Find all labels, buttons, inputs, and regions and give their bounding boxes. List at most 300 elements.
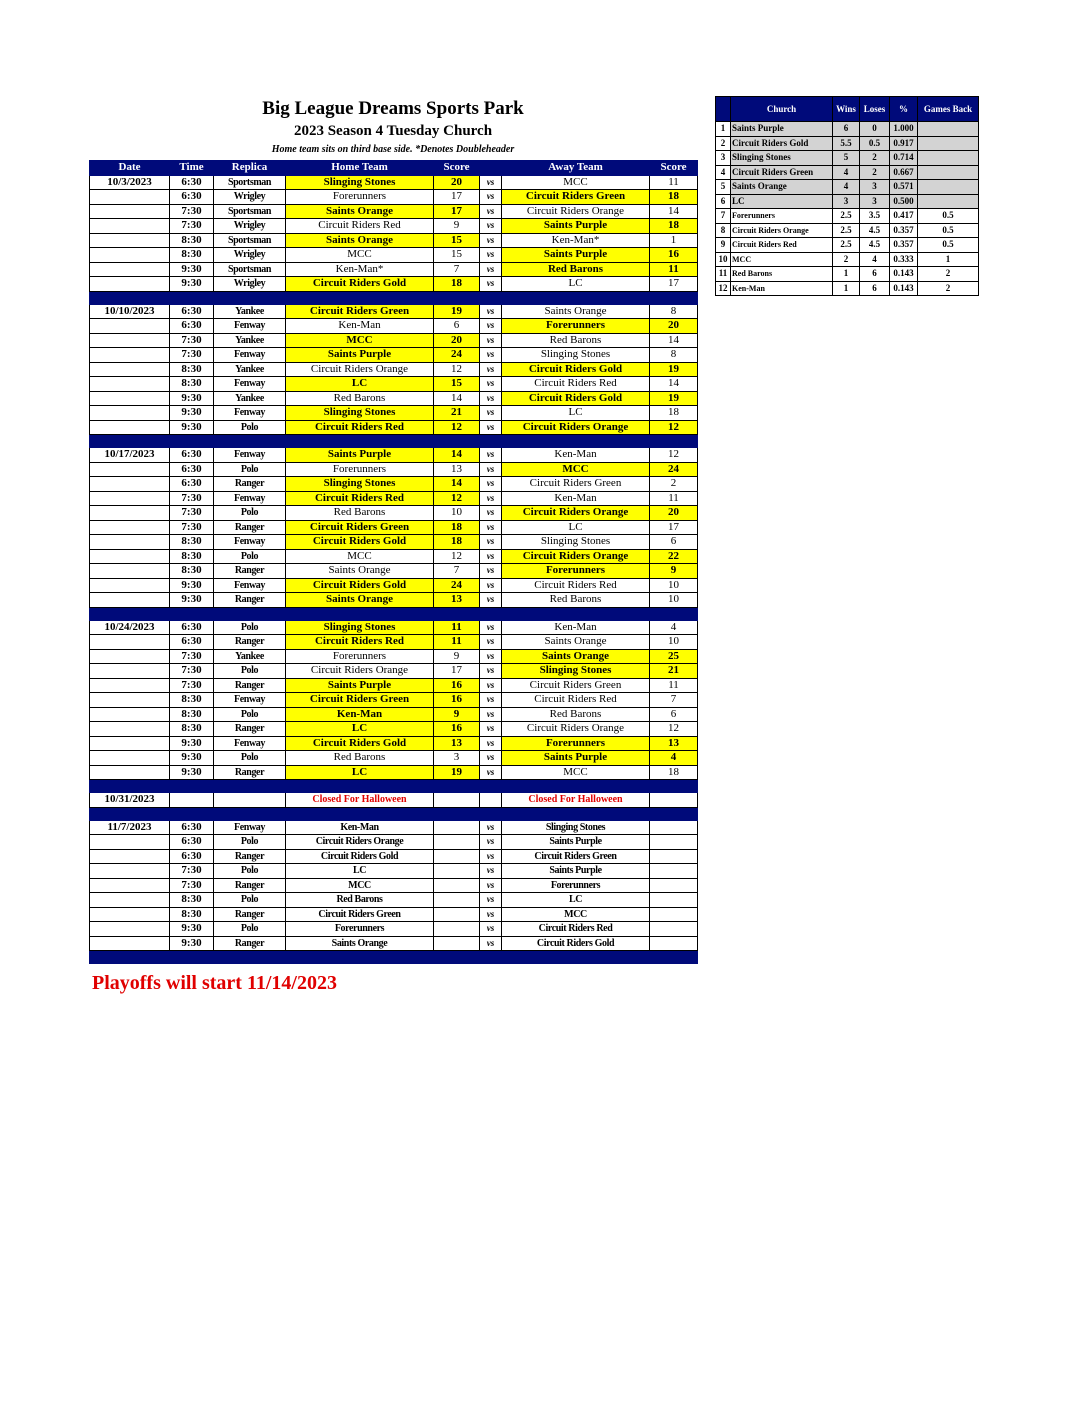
game-date	[90, 649, 170, 664]
team-rank: 8	[716, 223, 731, 238]
vs-label: vs	[480, 736, 502, 751]
separator-cell	[650, 807, 698, 820]
game-date	[90, 564, 170, 579]
away-score	[650, 922, 698, 937]
team-games-back: 0.5	[918, 238, 979, 253]
home-score	[434, 849, 480, 864]
separator-cell	[650, 951, 698, 964]
separator-cell	[434, 780, 480, 793]
home-score: 20	[434, 333, 480, 348]
away-team: Circuit Riders Red	[502, 578, 650, 593]
game-row	[90, 878, 698, 893]
game-time: 8:30	[170, 248, 214, 263]
team-name: Saints Orange	[731, 180, 833, 195]
home-score: 17	[434, 204, 480, 219]
away-score: 13	[650, 736, 698, 751]
vs-label: vs	[480, 233, 502, 248]
home-score: 17	[434, 664, 480, 679]
col-away-score-header: Score	[650, 161, 698, 176]
team-rank: 3	[716, 151, 731, 166]
game-time: 8:30	[170, 693, 214, 708]
game-date	[90, 248, 170, 263]
game-date	[90, 878, 170, 893]
home-team: Slinging Stones	[286, 620, 434, 635]
page-subtitle: 2023 Season 4 Tuesday Church	[293, 123, 493, 139]
home-score: 14	[434, 477, 480, 492]
home-score: 15	[434, 233, 480, 248]
game-row	[90, 491, 698, 506]
away-team: MCC	[502, 175, 650, 190]
vs-label: vs	[480, 477, 502, 492]
game-field: Ranger	[214, 849, 286, 864]
game-time: 8:30	[170, 707, 214, 722]
away-score	[650, 878, 698, 893]
away-score: 22	[650, 549, 698, 564]
home-team: Ken-Man	[286, 319, 434, 334]
separator-cell	[502, 435, 650, 448]
game-date	[90, 635, 170, 650]
away-team: Circuit Riders Orange	[502, 204, 650, 219]
game-date: 10/10/2023	[90, 304, 170, 319]
game-date	[90, 693, 170, 708]
game-date	[90, 319, 170, 334]
game-time: 8:30	[170, 362, 214, 377]
away-score: 25	[650, 649, 698, 664]
week-separator-row	[90, 951, 698, 964]
game-time: 8:30	[170, 564, 214, 579]
vs-label: vs	[480, 219, 502, 234]
separator-cell	[170, 780, 214, 793]
home-team: LC	[286, 864, 434, 879]
vs-label: vs	[480, 635, 502, 650]
home-score: 15	[434, 248, 480, 263]
vs-label: vs	[480, 406, 502, 421]
team-name: Circuit Riders Green	[731, 165, 833, 180]
home-team: Circuit Riders Gold	[286, 578, 434, 593]
game-time: 6:30	[170, 319, 214, 334]
standings-row	[716, 252, 979, 267]
game-row	[90, 448, 698, 463]
game-time: 6:30	[170, 635, 214, 650]
away-score: 10	[650, 578, 698, 593]
vs-label: vs	[480, 835, 502, 850]
team-pct: 0.714	[890, 151, 918, 166]
game-time: 7:30	[170, 864, 214, 879]
game-time: 8:30	[170, 377, 214, 392]
home-score: 12	[434, 491, 480, 506]
team-games-back: 0.5	[918, 209, 979, 224]
home-team: Circuit Riders Red	[286, 219, 434, 234]
separator-cell	[170, 951, 214, 964]
team-losses: 3	[860, 194, 890, 209]
game-time: 6:30	[170, 304, 214, 319]
away-team: Saints Orange	[502, 649, 650, 664]
away-score: 11	[650, 491, 698, 506]
game-date: 10/17/2023	[90, 448, 170, 463]
separator-cell	[650, 780, 698, 793]
vs-label: vs	[480, 333, 502, 348]
away-team: Slinging Stones	[502, 820, 650, 835]
away-team: Red Barons	[502, 333, 650, 348]
team-wins: 5	[833, 151, 860, 166]
home-score: 24	[434, 578, 480, 593]
home-team: Circuit Riders Green	[286, 520, 434, 535]
team-pct: 0.417	[890, 209, 918, 224]
game-row	[90, 175, 698, 190]
away-score: 17	[650, 520, 698, 535]
vs-label: vs	[480, 893, 502, 908]
game-field: Fenway	[214, 535, 286, 550]
game-time: 9:30	[170, 765, 214, 780]
game-row	[90, 751, 698, 766]
home-score: 7	[434, 564, 480, 579]
home-score: 16	[434, 678, 480, 693]
game-row	[90, 678, 698, 693]
week-separator-row	[90, 607, 698, 620]
away-score: 14	[650, 333, 698, 348]
team-losses: 0	[860, 122, 890, 137]
game-field	[214, 793, 286, 808]
separator-cell	[170, 435, 214, 448]
game-row	[90, 248, 698, 263]
col-vs-header	[480, 161, 502, 176]
home-team: Circuit Riders Red	[286, 491, 434, 506]
team-games-back	[918, 194, 979, 209]
game-row	[90, 462, 698, 477]
team-name: Red Barons	[731, 267, 833, 282]
game-field: Wrigley	[214, 219, 286, 234]
col-home-score-header: Score	[434, 161, 480, 176]
game-date	[90, 864, 170, 879]
home-team: Circuit Riders Red	[286, 420, 434, 435]
away-team: Closed For Halloween	[502, 793, 650, 808]
schedule-table	[89, 160, 698, 964]
game-field: Polo	[214, 664, 286, 679]
game-date	[90, 549, 170, 564]
game-date	[90, 664, 170, 679]
home-team: MCC	[286, 333, 434, 348]
team-losses: 3.5	[860, 209, 890, 224]
away-team: Circuit Riders Green	[502, 849, 650, 864]
game-date	[90, 348, 170, 363]
vs-label: vs	[480, 678, 502, 693]
home-team: Circuit Riders Gold	[286, 849, 434, 864]
standings-row	[716, 180, 979, 195]
game-time: 7:30	[170, 333, 214, 348]
away-score	[650, 820, 698, 835]
home-score: 24	[434, 348, 480, 363]
game-field: Fenway	[214, 693, 286, 708]
team-losses: 4.5	[860, 238, 890, 253]
away-score: 14	[650, 204, 698, 219]
game-date: 10/24/2023	[90, 620, 170, 635]
team-losses: 4	[860, 252, 890, 267]
game-field: Ranger	[214, 765, 286, 780]
away-team: Circuit Riders Green	[502, 190, 650, 205]
vs-label: vs	[480, 907, 502, 922]
game-date	[90, 520, 170, 535]
vs-label: vs	[480, 593, 502, 608]
vs-label: vs	[480, 564, 502, 579]
team-wins: 1	[833, 267, 860, 282]
team-pct: 0.917	[890, 136, 918, 151]
team-losses: 2	[860, 151, 890, 166]
away-team: Forerunners	[502, 736, 650, 751]
separator-cell	[434, 951, 480, 964]
game-date	[90, 190, 170, 205]
away-team: Ken-Man	[502, 620, 650, 635]
away-team: LC	[502, 406, 650, 421]
game-row	[90, 277, 698, 292]
standings-table	[715, 96, 979, 296]
game-field: Ranger	[214, 564, 286, 579]
away-team: Saints Purple	[502, 835, 650, 850]
away-team: Slinging Stones	[502, 664, 650, 679]
week-separator-row	[90, 435, 698, 448]
separator-cell	[90, 291, 170, 304]
home-team: LC	[286, 722, 434, 737]
separator-cell	[480, 951, 502, 964]
home-team: Forerunners	[286, 462, 434, 477]
away-score: 12	[650, 722, 698, 737]
game-date	[90, 678, 170, 693]
standings-row	[716, 209, 979, 224]
home-score: 6	[434, 319, 480, 334]
game-date	[90, 491, 170, 506]
standings-row	[716, 281, 979, 296]
game-date	[90, 936, 170, 951]
game-row	[90, 922, 698, 937]
game-row	[90, 835, 698, 850]
team-pct: 0.357	[890, 223, 918, 238]
home-team: Circuit Riders Gold	[286, 277, 434, 292]
away-score	[650, 936, 698, 951]
game-field: Ranger	[214, 907, 286, 922]
game-date	[90, 849, 170, 864]
game-row	[90, 391, 698, 406]
home-team: Saints Orange	[286, 936, 434, 951]
vs-label: vs	[480, 693, 502, 708]
team-wins: 4	[833, 165, 860, 180]
away-score	[650, 907, 698, 922]
game-date	[90, 765, 170, 780]
separator-cell	[650, 291, 698, 304]
team-name: Circuit Riders Red	[731, 238, 833, 253]
team-wins: 5.5	[833, 136, 860, 151]
vs-label: vs	[480, 620, 502, 635]
game-row	[90, 406, 698, 421]
game-row	[90, 262, 698, 277]
game-time: 7:30	[170, 348, 214, 363]
home-team: Red Barons	[286, 391, 434, 406]
away-team: Circuit Riders Red	[502, 377, 650, 392]
separator-cell	[480, 291, 502, 304]
away-team: Circuit Riders Green	[502, 477, 650, 492]
home-score: 18	[434, 277, 480, 292]
col-replica-header: Replica	[214, 161, 286, 176]
separator-cell	[214, 291, 286, 304]
game-field: Fenway	[214, 491, 286, 506]
game-field: Wrigley	[214, 277, 286, 292]
home-score: 11	[434, 635, 480, 650]
team-rank: 12	[716, 281, 731, 296]
game-row	[90, 635, 698, 650]
home-score: 10	[434, 506, 480, 521]
standings-row	[716, 238, 979, 253]
game-row	[90, 793, 698, 808]
away-score: 11	[650, 678, 698, 693]
away-score: 16	[650, 248, 698, 263]
game-time: 9:30	[170, 406, 214, 421]
separator-cell	[502, 780, 650, 793]
standings-row	[716, 267, 979, 282]
separator-cell	[650, 435, 698, 448]
team-losses: 2	[860, 165, 890, 180]
game-row	[90, 477, 698, 492]
separator-cell	[502, 951, 650, 964]
game-field: Ranger	[214, 477, 286, 492]
separator-cell	[286, 780, 434, 793]
away-team: Circuit Riders Orange	[502, 549, 650, 564]
home-team: Circuit Riders Green	[286, 907, 434, 922]
separator-cell	[286, 607, 434, 620]
home-team: Circuit Riders Orange	[286, 362, 434, 377]
team-wins: 2.5	[833, 209, 860, 224]
vs-label: vs	[480, 722, 502, 737]
home-team: Slinging Stones	[286, 175, 434, 190]
game-row	[90, 304, 698, 319]
team-rank: 9	[716, 238, 731, 253]
game-row	[90, 362, 698, 377]
game-field: Yankee	[214, 391, 286, 406]
game-field: Ranger	[214, 722, 286, 737]
team-rank: 10	[716, 252, 731, 267]
game-time: 8:30	[170, 907, 214, 922]
team-name: Ken-Man	[731, 281, 833, 296]
team-games-back: 2	[918, 281, 979, 296]
game-date	[90, 462, 170, 477]
game-time: 6:30	[170, 175, 214, 190]
separator-cell	[286, 291, 434, 304]
game-time: 7:30	[170, 491, 214, 506]
team-games-back: 1	[918, 252, 979, 267]
game-time: 8:30	[170, 549, 214, 564]
playoffs-notice: Playoffs will start 11/14/2023	[92, 972, 337, 994]
away-score: 8	[650, 304, 698, 319]
game-time: 8:30	[170, 722, 214, 737]
away-score: 7	[650, 693, 698, 708]
game-date	[90, 893, 170, 908]
game-row	[90, 893, 698, 908]
game-row	[90, 649, 698, 664]
vs-label: vs	[480, 820, 502, 835]
away-score: 9	[650, 564, 698, 579]
game-field: Ranger	[214, 878, 286, 893]
separator-cell	[170, 291, 214, 304]
away-team: Red Barons	[502, 262, 650, 277]
away-team: Saints Purple	[502, 219, 650, 234]
game-field: Fenway	[214, 578, 286, 593]
team-pct: 0.500	[890, 194, 918, 209]
game-row	[90, 736, 698, 751]
game-time: 9:30	[170, 751, 214, 766]
away-score	[650, 893, 698, 908]
header-note: Home team sits on third base side. *Denotes Doubleheader	[271, 144, 515, 155]
away-team: Saints Purple	[502, 248, 650, 263]
team-pct: 0.143	[890, 281, 918, 296]
home-team: LC	[286, 377, 434, 392]
home-team: Ken-Man	[286, 820, 434, 835]
team-rank: 1	[716, 122, 731, 137]
home-score: 18	[434, 535, 480, 550]
col-wins-header: Wins	[833, 97, 860, 122]
game-time: 7:30	[170, 204, 214, 219]
vs-label: vs	[480, 922, 502, 937]
away-score	[650, 835, 698, 850]
game-time: 9:30	[170, 593, 214, 608]
col-rank-header	[716, 97, 731, 122]
team-wins: 6	[833, 122, 860, 137]
away-score	[650, 849, 698, 864]
home-score	[434, 907, 480, 922]
game-field: Ranger	[214, 936, 286, 951]
separator-cell	[90, 780, 170, 793]
game-time: 7:30	[170, 678, 214, 693]
separator-cell	[480, 435, 502, 448]
vs-label: vs	[480, 190, 502, 205]
home-team: Red Barons	[286, 893, 434, 908]
home-score: 14	[434, 391, 480, 406]
col-away-team-header: Away Team	[502, 161, 650, 176]
team-name: Saints Purple	[731, 122, 833, 137]
game-field: Ranger	[214, 678, 286, 693]
home-team: Ken-Man*	[286, 262, 434, 277]
team-rank: 11	[716, 267, 731, 282]
game-date: 10/3/2023	[90, 175, 170, 190]
game-time: 9:30	[170, 277, 214, 292]
away-score: 4	[650, 751, 698, 766]
standings-row	[716, 223, 979, 238]
game-time: 8:30	[170, 893, 214, 908]
game-field: Fenway	[214, 406, 286, 421]
game-date	[90, 362, 170, 377]
game-field: Polo	[214, 922, 286, 937]
home-score	[434, 893, 480, 908]
home-team: Circuit Riders Orange	[286, 835, 434, 850]
game-field: Yankee	[214, 304, 286, 319]
game-date	[90, 751, 170, 766]
away-team: Slinging Stones	[502, 535, 650, 550]
page-title: Big League Dreams Sports Park	[262, 98, 524, 119]
home-team: Circuit Riders Red	[286, 635, 434, 650]
home-team: Forerunners	[286, 649, 434, 664]
away-team: Red Barons	[502, 593, 650, 608]
game-field: Fenway	[214, 319, 286, 334]
away-team: Circuit Riders Orange	[502, 722, 650, 737]
away-team: Circuit Riders Gold	[502, 391, 650, 406]
game-field: Sportsman	[214, 233, 286, 248]
schedule-header-row	[90, 161, 698, 176]
team-name: Circuit Riders Gold	[731, 136, 833, 151]
game-row	[90, 190, 698, 205]
game-field: Fenway	[214, 820, 286, 835]
home-score: 16	[434, 693, 480, 708]
game-time: 7:30	[170, 878, 214, 893]
separator-cell	[214, 780, 286, 793]
home-team: Saints Purple	[286, 348, 434, 363]
game-time: 7:30	[170, 664, 214, 679]
game-row	[90, 348, 698, 363]
